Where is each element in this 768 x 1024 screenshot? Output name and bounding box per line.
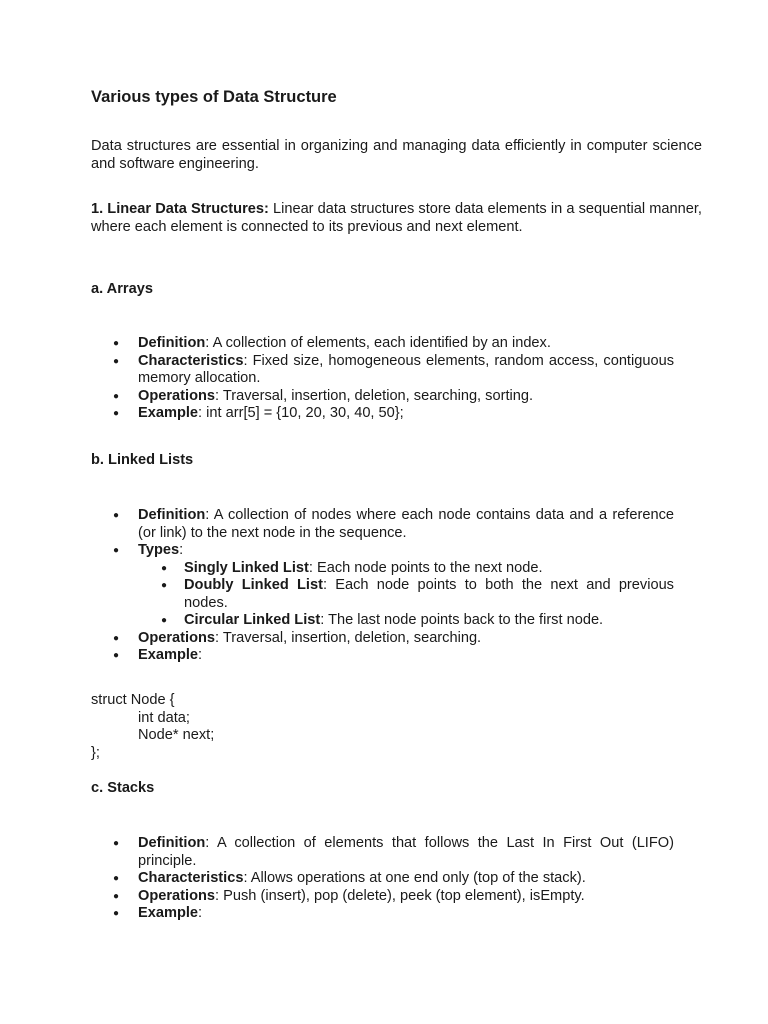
list-item [138, 577, 674, 612]
item-term: Example [138, 647, 199, 663]
list-item [91, 905, 674, 923]
list-item [91, 507, 674, 542]
item-term: Types [138, 542, 180, 558]
list-item [91, 630, 674, 648]
linked-lists-list [91, 507, 674, 665]
list-item [91, 888, 674, 906]
item-term: Singly Linked List [184, 559, 309, 576]
code-line: int data; [138, 709, 190, 726]
code-line: Node* next; [138, 727, 215, 743]
item-text: : [198, 647, 203, 663]
document-title: Various types of Data Structure [91, 88, 337, 106]
item-text: : A collection of elements that follows the Last In First Out (LIFO) principle. [138, 835, 674, 869]
code-example [91, 692, 214, 762]
linear-structures-heading: 1. Linear Data Structures: [91, 201, 269, 217]
code-line: }; [91, 744, 100, 761]
arrays-list [91, 335, 674, 423]
list-item [91, 870, 674, 888]
item-term: Characteristics [138, 352, 244, 369]
item-text: : A collection of elements, each identified by an index. [205, 335, 551, 351]
item-text: : Fixed size, homogeneous elements, random access, contiguous memory allocation. [138, 352, 674, 386]
linear-structures-text: Linear data structures store data elements in a sequential manner, where each element is connected to its previous and next element. [91, 201, 702, 235]
list-item [138, 612, 674, 630]
item-term: Example [138, 405, 199, 421]
item-term: Doubly Linked List [184, 577, 323, 593]
item-text: : Traversal, insertion, deletion, searching, sorting. [215, 387, 534, 404]
linked-lists-heading: b. Linked Lists [91, 452, 194, 468]
intro-paragraph: Data structures are essential in organizing and managing data efficiently in computer science and software engineering. [91, 138, 702, 172]
item-text: : Each node points to the next node. [308, 559, 543, 576]
stacks-list [91, 835, 674, 923]
item-text: : [179, 542, 184, 558]
item-text: : Traversal, insertion, deletion, searching. [215, 629, 482, 646]
list-item [91, 388, 674, 406]
item-text: : int arr[5] = {10, 20, 30, 40, 50}; [198, 405, 404, 421]
item-text: : Each node points to both the next and previous nodes. [184, 577, 674, 611]
item-term: Characteristics [138, 870, 244, 886]
item-text: : The last node points back to the first node. [320, 612, 604, 628]
list-item [91, 835, 674, 870]
list-item [91, 405, 674, 423]
arrays-heading: a. Arrays [91, 281, 153, 297]
item-text: : Allows operations at one end only (top of the stack). [243, 870, 586, 886]
item-term: Operations [138, 629, 216, 646]
list-item [91, 335, 674, 353]
list-item [91, 353, 674, 388]
list-item [91, 542, 674, 630]
code-line: struct Node { [91, 692, 175, 708]
item-text: : [198, 905, 203, 921]
item-term: Operations [138, 387, 216, 404]
list-item [91, 647, 674, 665]
linear-structures-paragraph [91, 201, 702, 236]
item-text: : Push (insert), pop (delete), peek (top element), isEmpty. [215, 887, 585, 904]
item-term: Definition [138, 335, 206, 351]
item-term: Circular Linked List [184, 612, 321, 628]
linked-list-types-list [138, 560, 674, 630]
stacks-heading: c. Stacks [91, 780, 155, 796]
item-term: Example [138, 905, 199, 921]
item-term: Definition [138, 835, 206, 851]
item-term: Definition [138, 507, 206, 523]
item-text: : A collection of nodes where each node contains data and a reference (or link) to the next node in the sequence. [138, 507, 674, 541]
list-item [138, 560, 674, 578]
item-term: Operations [138, 887, 216, 904]
